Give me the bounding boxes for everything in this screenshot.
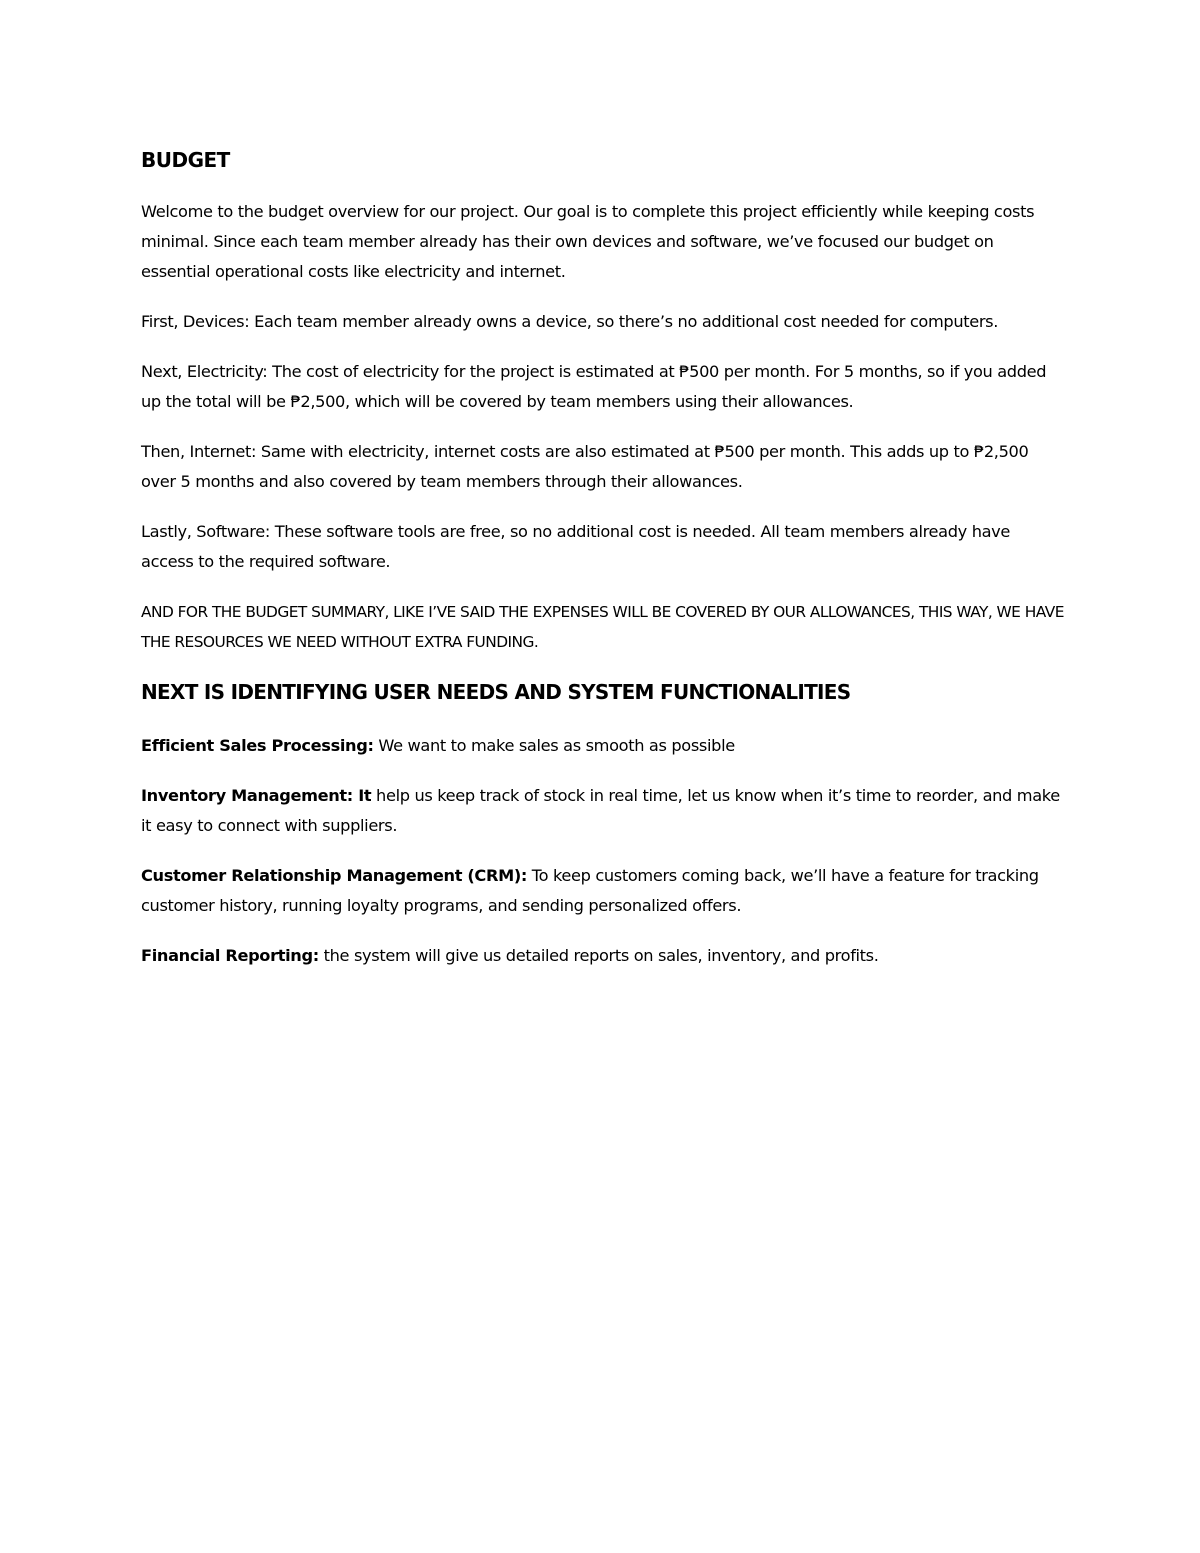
budget-heading: BUDGET <box>141 148 230 172</box>
need-item-crm <box>141 861 1066 921</box>
need-term: Financial Reporting: <box>141 946 319 965</box>
need-item-inventory <box>141 781 1066 841</box>
need-description: help us keep track of stock in real time, let us know when it’s time to reorder, and make it easy to connect with suppliers. <box>141 786 1060 835</box>
internet-paragraph: Then, Internet: Same with electricity, internet costs are also estimated at ₱500 per month. This adds up to ₱2,500 over 5 months and also covered by team members through their allowances. <box>141 442 1029 491</box>
user-needs-heading: NEXT IS IDENTIFYING USER NEEDS AND SYSTEM FUNCTIONALITIES <box>141 680 851 704</box>
software-paragraph: Lastly, Software: These software tools are free, so no additional cost is needed. All team members already have access to the required software. <box>141 522 1011 571</box>
need-item-sales <box>141 731 1066 761</box>
budget-summary-paragraph: AND FOR THE BUDGET SUMMARY, LIKE I’VE SAID THE EXPENSES WILL BE COVERED BY OUR ALLOWANCES, THIS WAY, WE HAVE THE RESOURCES WE NEED WITHOUT EXTRA FUNDING. <box>141 603 1064 651</box>
need-term: Efficient Sales Processing: <box>141 736 374 755</box>
need-description: To keep customers coming back, we’ll have a feature for tracking customer history, running loyalty programs, and sending personalized offers. <box>141 866 1039 915</box>
electricity-paragraph: Next, Electricity: The cost of electricity for the project is estimated at ₱500 per month. For 5 months, so if you added up the total will be ₱2,500, which will be covered by team members using their allowances. <box>141 362 1047 411</box>
need-description: We want to make sales as smooth as possible <box>373 736 735 755</box>
need-description: the system will give us detailed reports on sales, inventory, and profits. <box>318 946 879 965</box>
budget-intro-paragraph: Welcome to the budget overview for our project. Our goal is to complete this project efficiently while keeping costs minimal. Since each team member already has their own devices and software, we’ve focused our budget on essential operational costs like electricity and internet. <box>141 202 1035 281</box>
need-item-financial <box>141 941 1066 971</box>
document-body <box>141 145 1066 991</box>
devices-paragraph: First, Devices: Each team member already owns a device, so there’s no additional cost needed for computers. <box>141 312 999 331</box>
need-term: Customer Relationship Management (CRM): <box>141 866 528 885</box>
need-term: Inventory Management: It <box>141 786 372 805</box>
